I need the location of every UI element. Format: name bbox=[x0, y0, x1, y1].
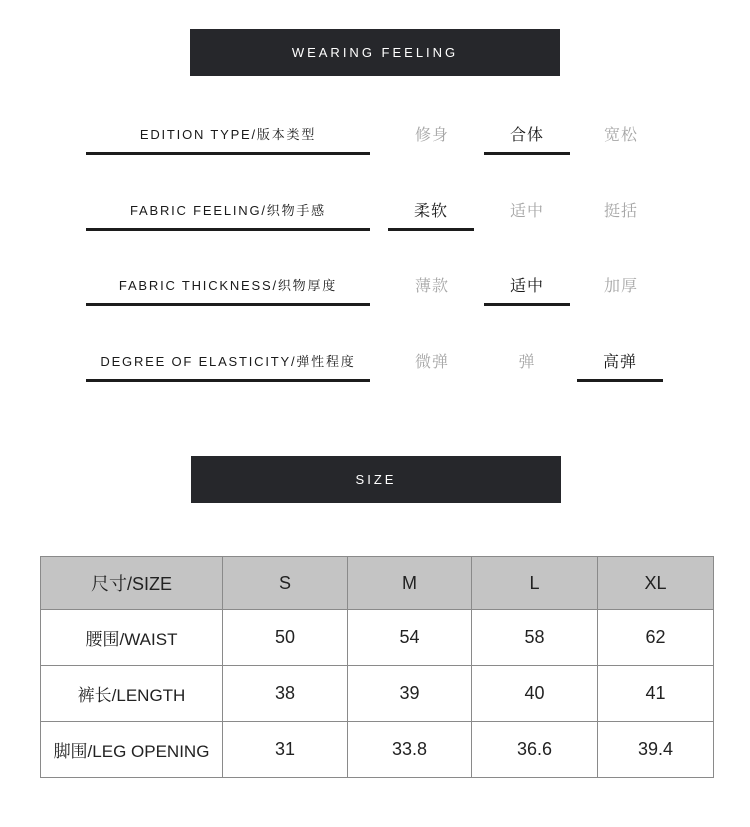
option-loose: 宽松 bbox=[603, 126, 638, 144]
selected-option-underline bbox=[484, 152, 570, 155]
attribute-underline bbox=[86, 379, 370, 382]
table-header-cell: S bbox=[223, 557, 348, 610]
selected-option-underline bbox=[388, 228, 474, 231]
attribute-row-fabric-feeling bbox=[0, 194, 750, 254]
table-cell: 62 bbox=[598, 610, 714, 666]
table-row-label: 腰围/WAIST bbox=[41, 610, 223, 666]
table-cell: 38 bbox=[223, 666, 348, 722]
selected-option-underline bbox=[577, 379, 663, 382]
table-cell: 39.4 bbox=[598, 722, 714, 778]
attribute-row-elasticity bbox=[0, 345, 750, 405]
attribute-underline bbox=[86, 303, 370, 306]
option-crisp: 挺括 bbox=[603, 202, 638, 220]
table-cell: 36.6 bbox=[472, 722, 598, 778]
table-header-cell: M bbox=[348, 557, 472, 610]
table-cell: 40 bbox=[472, 666, 598, 722]
option-thin: 薄款 bbox=[414, 277, 449, 295]
size-banner bbox=[191, 456, 561, 503]
table-header-cell: 尺寸/SIZE bbox=[41, 557, 223, 610]
table-cell: 41 bbox=[598, 666, 714, 722]
table-cell: 39 bbox=[348, 666, 472, 722]
attribute-label: EDITION TYPE/版本类型 bbox=[139, 126, 317, 142]
attribute-row-fabric-thickness bbox=[0, 269, 750, 329]
wearing-feeling-banner bbox=[190, 29, 560, 76]
option-thick: 加厚 bbox=[603, 277, 638, 295]
table-row bbox=[41, 610, 714, 666]
table-header-cell: XL bbox=[598, 557, 714, 610]
selected-option-underline bbox=[484, 303, 570, 306]
option-fitted: 修身 bbox=[414, 126, 449, 144]
option-regular-selected: 合体 bbox=[509, 126, 544, 144]
table-row bbox=[41, 722, 714, 778]
option-slight-stretch: 微弹 bbox=[414, 353, 449, 371]
size-title: SIZE bbox=[355, 472, 397, 487]
option-medium-selected: 适中 bbox=[509, 277, 544, 295]
table-row-label: 脚围/LEG OPENING bbox=[41, 722, 223, 778]
table-header-cell: L bbox=[472, 557, 598, 610]
table-row bbox=[41, 666, 714, 722]
table-cell: 54 bbox=[348, 610, 472, 666]
table-cell: 50 bbox=[223, 610, 348, 666]
table-cell: 58 bbox=[472, 610, 598, 666]
attribute-row-edition-type bbox=[0, 118, 750, 178]
attribute-underline bbox=[86, 228, 370, 231]
attribute-label: FABRIC THICKNESS/织物厚度 bbox=[118, 277, 338, 293]
size-table bbox=[40, 556, 714, 778]
option-soft-selected: 柔软 bbox=[413, 202, 448, 220]
attribute-label: FABRIC FEELING/织物手感 bbox=[129, 202, 326, 218]
wearing-feeling-title: WEARING FEELING bbox=[291, 45, 459, 60]
table-header-row bbox=[41, 557, 714, 610]
attribute-underline bbox=[86, 152, 370, 155]
option-high-stretch-selected: 高弹 bbox=[602, 353, 637, 371]
attribute-label: DEGREE OF ELASTICITY/弹性程度 bbox=[100, 353, 356, 369]
option-stretch: 弹 bbox=[518, 353, 536, 371]
table-cell: 33.8 bbox=[348, 722, 472, 778]
table-row-label: 裤长/LENGTH bbox=[41, 666, 223, 722]
option-medium: 适中 bbox=[509, 202, 544, 220]
table-cell: 31 bbox=[223, 722, 348, 778]
